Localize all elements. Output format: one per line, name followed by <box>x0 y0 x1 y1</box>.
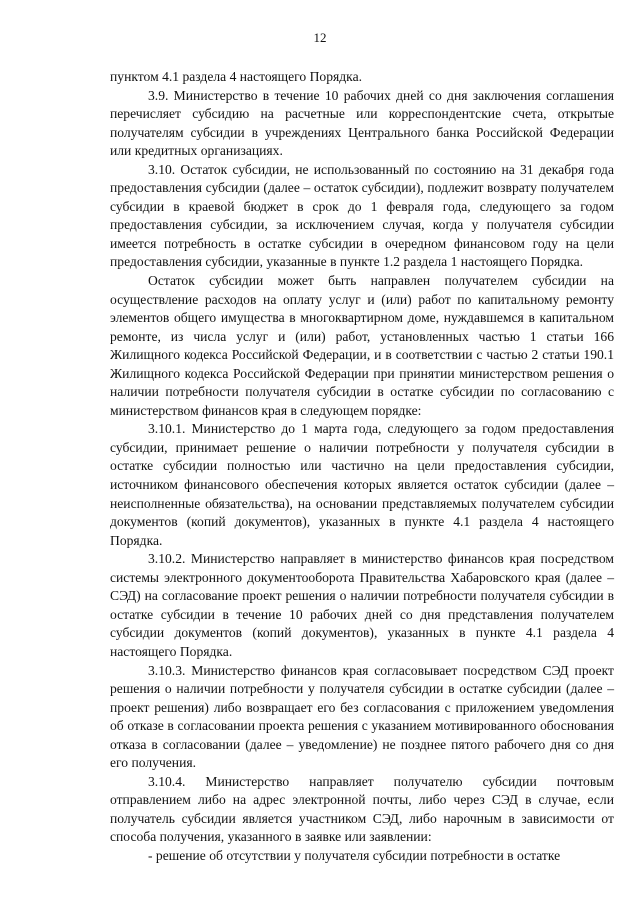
paragraph-3-10-1: 3.10.1. Министерство до 1 марта года, следующего за годом предоставления субсидии, принимает решение о наличии потребности у получателя субсидии в остатке субсидии полностью или частично на цели предоставления субсидии, источником финансового обеспечения которых является остаток субсидии (далее – неисполненные обязательства), на основании представляемых получателем субсидии документов (копий документов), указанных в пункте 4.1 раздела 4 настоящего Порядка. <box>110 421 614 548</box>
paragraph-continuation: пунктом 4.1 раздела 4 настоящего Порядка. <box>110 69 363 84</box>
paragraph-list-item: - решение об отсутствии у получателя субсидии потребности в остатке <box>148 847 561 863</box>
document-body <box>110 68 614 866</box>
paragraph-3-9: 3.9. Министерство в течение 10 рабочих дней со дня заключения соглашения перечисляет субсидию на расчетные или корреспондентские счета, открытые получателям субсидии в учреждениях Центрального банка Российской Федерации или кредитных организациях. <box>110 87 614 159</box>
paragraph-3-10-3: 3.10.3. Министерство финансов края согласовывает посредством СЭД проект решения о наличии потребности у получателя субсидии в остатке субсидии (далее – проект решения) либо возвращает его без согласования с приложением уведомления об отказе в согласовании проекта решения с указанием мотивированного обоснования отказа в согласовании (далее – уведомление) не позднее пятого рабочего дня со дня его получения. <box>110 662 614 771</box>
paragraph-3-10: 3.10. Остаток субсидии, не использованный по состоянию на 31 декабря года предоставления субсидии (далее – остаток субсидии), подлежит возврату получателем субсидии в краевой бюджет в срок до 1 февраля года, следующего за годом предоставления субсидии, за исключением случая, когда у получателя субсидии имеется потребность в остатке субсидии в очередном финансовом году на цели предоставления субсидии, указанные в пункте 1.2 раздела 1 настоящего Порядка. <box>110 161 614 270</box>
paragraph-3-10-2: 3.10.2. Министерство направляет в министерство финансов края посредством системы электронного документооборота Правительства Хабаровского края (далее – СЭД) на согласование проект решения о наличии потребности получателя субсидии в остатке субсидии в течение 10 рабочих дней со дня представления получателем субсидии документов (копий документов), указанных в пункте 4.1 раздела 4 настоящего Порядка. <box>110 551 614 659</box>
paragraph-subsidy-remainder: Остаток субсидии может быть направлен получателем субсидии на осуществление расходов на оплату услуг и (или) работ по капитальному ремонту элементов общего имущества в многоквартирном доме, нуждавшемся в капитальном ремонте, из числа услуг и (или) работ, установленных частью 1 статьи 166 Жилищного кодекса Российской Федерации, и в соответствии с частью 2 статьи 190.1 Жилищного кодекса Российской Федерации при принятии министерством решения о наличии потребности получателя субсидии в остатке субсидии по согласованию с министерством финансов края в следующем порядке: <box>110 273 614 418</box>
paragraph-3-10-4: 3.10.4. Министерство направляет получателю субсидии почтовым отправлением либо на адрес электронной почты, либо через СЭД в случае, если получатель субсидии является участником СЭД, либо нарочным в зависимости от способа получения, указанного в заявке или заявлении: <box>110 773 614 845</box>
page-number: 12 <box>313 30 327 45</box>
